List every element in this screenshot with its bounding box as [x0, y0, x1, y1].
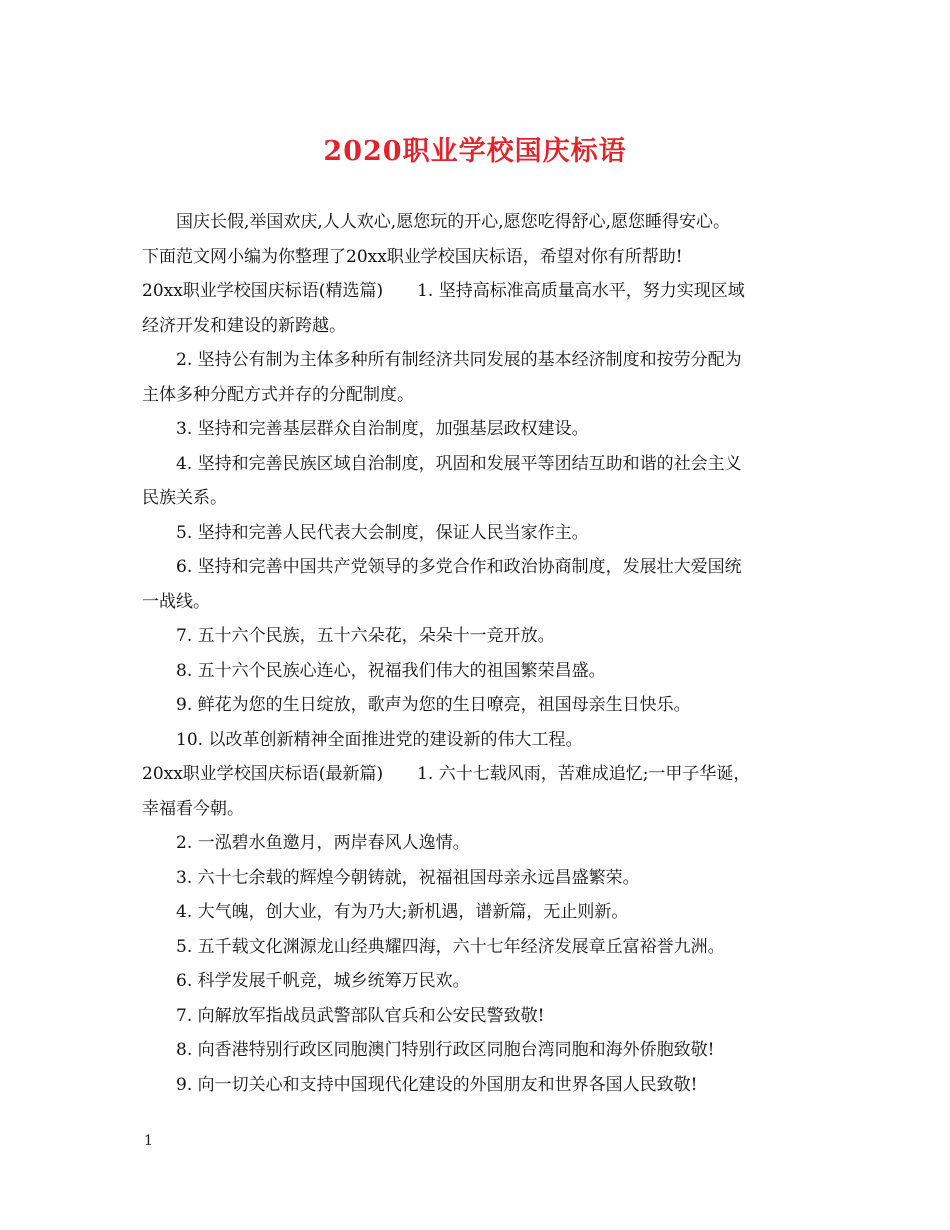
list-item: 8. 向香港特别行政区同胞澳门特别行政区同胞台湾同胞和海外侨胞致敬!	[176, 1040, 715, 1060]
list-item: 9. 鲜花为您的生日绽放，歌声为您的生日嘹亮，祖国母亲生日快乐。	[176, 695, 691, 715]
document-title: 2020职业学校国庆标语	[323, 136, 627, 167]
list-item: 6. 坚持和完善中国共产党领导的多党合作和政治协商制度，发展壮大爱国统	[176, 557, 742, 577]
list-item: 4. 大气魄，创大业，有为乃大;新机遇，谱新篇，无止则新。	[176, 902, 629, 922]
list-item: 2. 一泓碧水鱼邀月，两岸春风人逸情。	[176, 833, 470, 853]
section-heading-line: 20xx职业学校国庆标语(精选篇) 1. 坚持高标准高质量高水平，努力实现区域	[142, 281, 745, 301]
paragraph-line: 国庆长假,举国欢庆,人人欢心,愿您玩的开心,愿您吃得舒心,愿您睡得安心。	[176, 212, 731, 232]
paragraph-line: 经济开发和建设的新跨越。	[142, 315, 346, 336]
paragraph-line: 下面范文网小编为你整理了20xx职业学校国庆标语，希望对你有所帮助!	[142, 246, 683, 267]
list-item: 5. 五千载文化渊源龙山经典耀四海，六十七年经济发展章丘富裕誉九洲。	[176, 936, 725, 957]
list-item: 6. 科学发展千帆竞，城乡统筹万民欢。	[176, 971, 470, 991]
list-item-continuation: 幸福看今朝。	[142, 798, 244, 819]
list-item: 7. 向解放军指战员武警部队官兵和公安民警致敬!	[176, 1005, 545, 1026]
section-heading-line: 20xx职业学校国庆标语(最新篇) 1. 六十七载风雨，苦难成追忆;一甲子华诞，	[142, 764, 751, 784]
list-item-continuation: 主体多种分配方式并存的分配制度。	[142, 384, 414, 405]
list-item: 9. 向一切关心和支持中国现代化建设的外国朋友和世界各国人民致敬!	[176, 1074, 698, 1095]
list-item: 3. 六十七余载的辉煌今朝铸就，祝福祖国母亲永远昌盛繁荣。	[176, 867, 640, 888]
list-item: 4. 坚持和完善民族区域自治制度，巩固和发展平等团结互助和谐的社会主义	[176, 453, 742, 474]
list-item: 10. 以改革创新精神全面推进党的建设新的伟大工程。	[176, 729, 583, 750]
list-item: 7. 五十六个民族，五十六朵花，朵朵十一竞开放。	[176, 626, 555, 646]
document-body	[142, 205, 822, 1102]
list-item: 5. 坚持和完善人民代表大会制度，保证人民当家作主。	[176, 522, 589, 543]
list-item-continuation: 民族关系。	[142, 488, 227, 508]
list-item-continuation: 一战线。	[142, 591, 210, 612]
list-item: 2. 坚持公有制为主体多种所有制经济共同发展的基本经济制度和按劳分配为	[176, 350, 742, 370]
list-item: 3. 坚持和完善基层群众自治制度，加强基层政权建设。	[176, 419, 589, 439]
page-number: 1	[144, 1133, 153, 1149]
list-item: 8. 五十六个民族心连心，祝福我们伟大的祖国繁荣昌盛。	[176, 660, 606, 681]
